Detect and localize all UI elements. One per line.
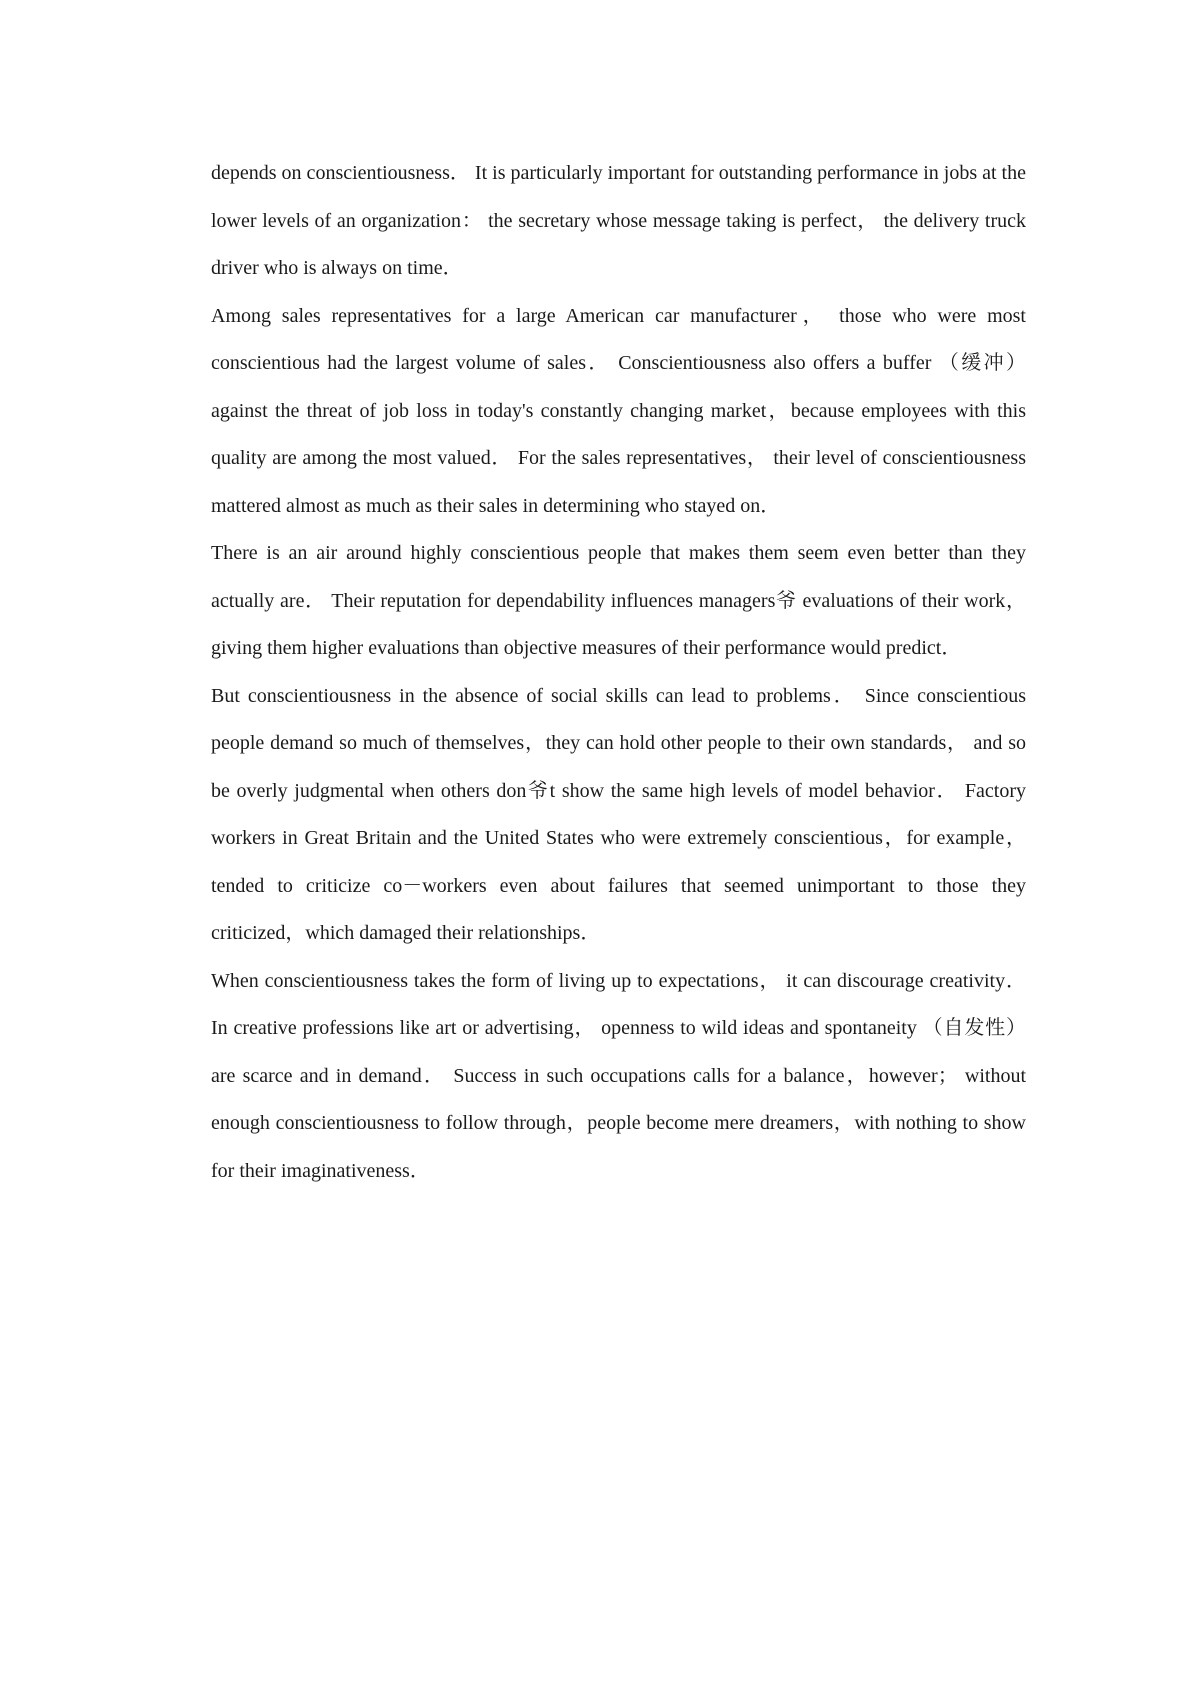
paragraph-5: When conscientiousness takes the form of living up to expectations， it can discourage creativity． In creative professions like art or advertising， openness to wild ideas and spontaneity （自发性） are scarce and in demand． Success in such occupations calls for a balance，however； without enough conscientiousness to follow through，people become mere dreamers，with nothing to show for their imaginativeness． [211,969,1026,1182]
paragraph-2: Among sales representatives for a large American car manufacturer， those who were most conscientious had the largest volume of sales． Conscientiousness also offers a buffer （缓冲） against the threat of job loss in today's constantly changing market，because employees with this quality are among the most valued． For the sales representatives， their level of conscientiousness mattered almost as much as their sales in determining who stayed on． [211,304,1026,517]
body-text [211,150,1026,1195]
paragraph-3: There is an air around highly conscientious people that makes them seem even better than they actually are． Their reputation for dependability influences managers爷 evaluations of their work， giving them higher evaluations than objective measures of their performance would predict． [211,542,1026,659]
paragraph-4: But conscientiousness in the absence of social skills can lead to problems． Since conscientious people demand so much of themselves，they can hold other people to their own standards， and so be overly judgmental when others don爷t show the same high levels of model behavior． Factory workers in Great Britain and the United States who were extremely conscientious，for example，tended to criticize co－workers even about failures that seemed unimportant to those they criticized，which damaged their relationships． [211,684,1026,944]
paragraph-1: depends on conscientiousness． It is particularly important for outstanding performance in jobs at the lower levels of an organization： the secretary whose message taking is perfect， the delivery truck driver who is always on time． [211,162,1026,279]
